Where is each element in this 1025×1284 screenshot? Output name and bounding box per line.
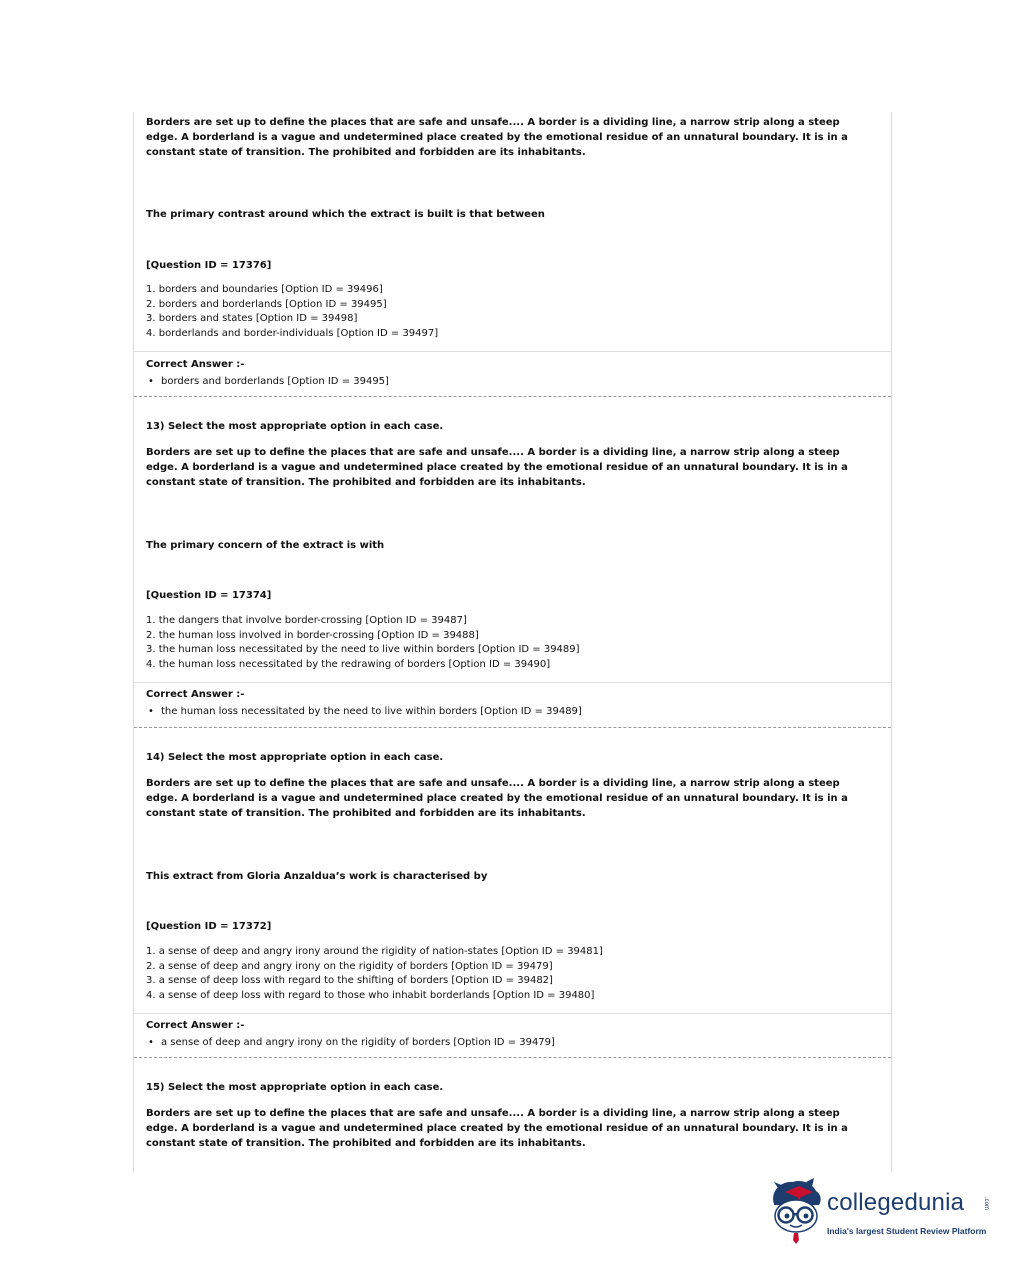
option-item: 1. a sense of deep and angry irony around the rigidity of nation-states [Option ID = 39481] [146,946,603,957]
option-item: 2. the human loss involved in border-crossing [Option ID = 39488] [146,629,479,641]
option-item: 2. borders and borderlands [Option ID = 39495] [146,298,387,310]
q12-passage: Borders are set up to define the places that are safe and unsafe.... A border is a dividing line, a narrow strip along a steep edge. A borderland is a vague and undetermined place created by the emotional residue of an unnatural boundary. It is in a constant state of transition. The prohibited and forbidden are its inhabitants. [146,117,848,158]
q14-passage: Borders are set up to define the places that are safe and unsafe.... A border is a dividing line, a narrow strip along a steep edge. A borderland is a vague and undetermined place created by the emotional residue of an unnatural boundary. It is in a constant state of transition. The prohibited and forbidden are its inhabitants. [146,778,848,819]
brand-domain-suffix: .com [983,1197,989,1211]
q15-heading: 15) Select the most appropriate option in each case. [146,1082,444,1093]
bullet-icon: • [148,1037,154,1048]
q12-prompt: The primary contrast around which the extract is built is that between [146,209,545,220]
q13-heading: 13) Select the most appropriate option in each case. [146,421,444,432]
answer-text: a sense of deep and angry irony on the rigidity of borders [Option ID = 39479] [161,1037,555,1048]
q14-question-id: [Question ID = 17372] [146,921,272,932]
option-item: 1. the dangers that involve border-crossing [Option ID = 39487] [146,615,467,626]
q12-question-id: [Question ID = 17376] [146,260,272,271]
q14-options [146,945,866,1004]
option-item: 4. a sense of deep loss with regard to those who inhabit borderlands [Option ID = 39480] [146,990,595,1002]
divider [134,351,891,352]
q13-question-id: [Question ID = 17374] [146,590,272,601]
option-item: 4. borderlands and border-individuals [Option ID = 39497] [146,328,439,340]
answer-text: the human loss necessitated by the need to live within borders [Option ID = 39489] [161,706,582,717]
q13-passage: Borders are set up to define the places that are safe and unsafe.... A border is a dividing line, a narrow strip along a steep edge. A borderland is a vague and undetermined place created by the emotional residue of an unnatural boundary. It is in a constant state of transition. The prohibited and forbidden are its inhabitants. [146,447,848,488]
q14-prompt: This extract from Gloria Anzaldua’s work is characterised by [146,871,488,882]
q13-options [146,614,866,673]
brand-tagline: India's largest Student Review Platform [827,1226,987,1236]
option-item: 4. the human loss necessitated by the redrawing of borders [Option ID = 39490] [146,659,551,671]
q13-prompt: The primary concern of the extract is with [146,540,385,551]
question-separator [134,727,891,728]
divider [134,1013,891,1014]
option-item: 1. borders and boundaries [Option ID = 39496] [146,284,383,295]
bullet-icon: • [148,376,154,387]
mascot-icon [768,1178,826,1248]
q13-correct-answer: Correct Answer :- • the human loss necessitated by the need to live within borders [Option ID = 39489] [146,689,582,717]
collegedunia-logo [768,1178,998,1248]
answer-text: borders and borderlands [Option ID = 39495] [161,376,389,387]
q14-heading: 14) Select the most appropriate option in each case. [146,752,444,763]
option-item: 2. a sense of deep and angry irony on the rigidity of borders [Option ID = 39479] [146,960,553,972]
q15-passage: Borders are set up to define the places that are safe and unsafe.... A border is a dividing line, a narrow strip along a steep edge. A borderland is a vague and undetermined place created by the emotional residue of an unnatural boundary. It is in a constant state of transition. The prohibited and forbidden are its inhabitants. [146,1108,848,1149]
option-item: 3. borders and states [Option ID = 39498] [146,313,358,325]
brand-name: collegedunia [827,1189,965,1216]
question-separator [134,1057,891,1058]
question-separator [134,396,891,397]
option-item: 3. a sense of deep loss with regard to the shifting of borders [Option ID = 39482] [146,975,553,987]
bullet-icon: • [148,706,154,717]
q12-options [146,283,866,342]
q14-correct-answer: Correct Answer :- • a sense of deep and angry irony on the rigidity of borders [Option ID = 39479] [146,1020,555,1048]
option-item: 3. the human loss necessitated by the need to live within borders [Option ID = 39489] [146,644,580,656]
divider [134,682,891,683]
q12-correct-answer: Correct Answer :- • borders and borderlands [Option ID = 39495] [146,359,389,387]
